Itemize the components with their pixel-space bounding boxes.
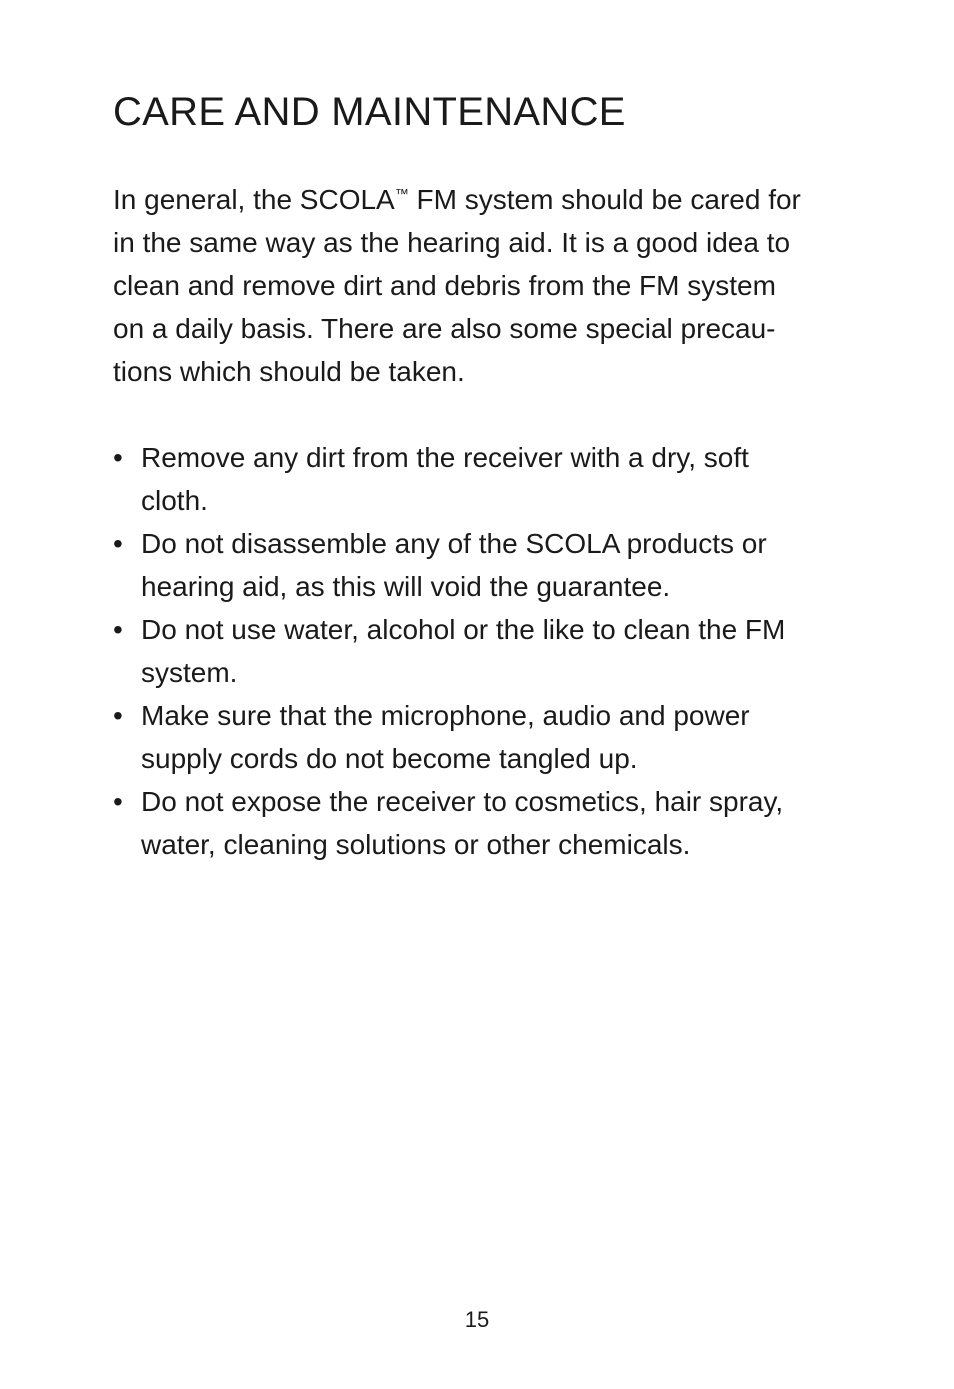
bullet-icon: • bbox=[113, 614, 123, 645]
trademark-symbol: ™ bbox=[394, 185, 409, 202]
list-item-line: hearing aid, as this will void the guarantee. bbox=[141, 571, 671, 602]
page-title: CARE AND MAINTENANCE bbox=[113, 90, 626, 134]
list-item-line: Do not use water, alcohol or the like to clean the FM bbox=[141, 614, 786, 645]
list-item bbox=[113, 522, 873, 608]
list-item-text bbox=[141, 780, 873, 866]
list-item bbox=[113, 694, 873, 780]
list-item-line: supply cords do not become tangled up. bbox=[141, 743, 638, 774]
precautions-list bbox=[113, 436, 873, 866]
list-item-line: Make sure that the microphone, audio and power bbox=[141, 700, 750, 731]
list-item-line: Do not expose the receiver to cosmetics, hair spray, bbox=[141, 786, 784, 817]
list-item-text bbox=[141, 608, 873, 694]
intro-paragraph bbox=[113, 178, 860, 393]
intro-line-4: on a daily basis. There are also some special precau- bbox=[113, 313, 776, 344]
bullet-icon: • bbox=[113, 442, 123, 473]
list-item bbox=[113, 436, 873, 522]
list-item bbox=[113, 608, 873, 694]
list-item-line: water, cleaning solutions or other chemicals. bbox=[141, 829, 691, 860]
bullet-icon: • bbox=[113, 528, 123, 559]
list-item-line: Remove any dirt from the receiver with a dry, soft bbox=[141, 442, 749, 473]
intro-line-2: in the same way as the hearing aid. It is a good idea to bbox=[113, 227, 791, 258]
list-item-line: Do not disassemble any of the SCOLA products or bbox=[141, 528, 767, 559]
intro-line-5: tions which should be taken. bbox=[113, 356, 465, 387]
list-item-text bbox=[141, 694, 873, 780]
intro-line-3: clean and remove dirt and debris from the FM system bbox=[113, 270, 776, 301]
page-number: 15 bbox=[464, 1307, 490, 1332]
bullet-icon: • bbox=[113, 786, 123, 817]
list-item bbox=[113, 780, 873, 866]
intro-line-1-start: In general, the SCOLA bbox=[113, 184, 395, 215]
bullet-icon: • bbox=[113, 700, 123, 731]
intro-line-1 bbox=[113, 178, 860, 221]
intro-line-1-end: FM system should be cared for bbox=[408, 184, 801, 215]
list-item-line: system. bbox=[141, 657, 238, 688]
list-item-text bbox=[141, 522, 873, 608]
list-item-text bbox=[141, 436, 873, 522]
list-item-line: cloth. bbox=[141, 485, 208, 516]
